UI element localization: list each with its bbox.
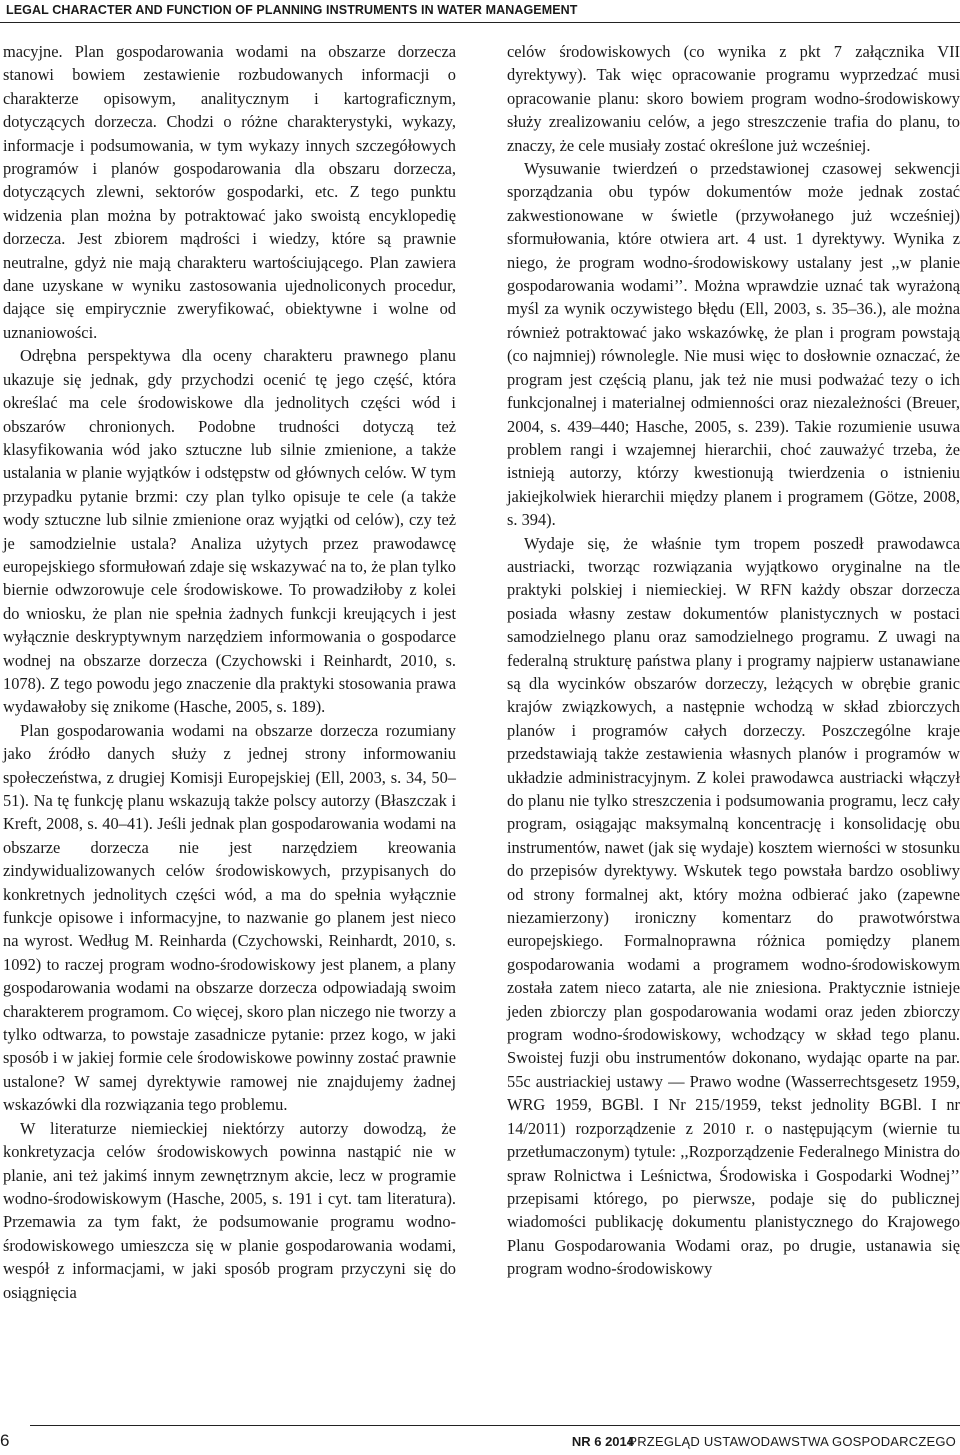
paragraph: W literaturze niemieckiej niektórzy autorzy dowodzą, że konkretyzacja celów środowiskowych powinna nastąpić nie w planie, ani też jakimś innym zewnętrznym akcie, lecz w programie wodno-środowiskowym (Hasche, 2005, s. 191 i cyt. tam literatura). Przemawia za tym fakt, że podsumowanie programu wodno-środowiskowego umieszcza się w planie gospodarowania wodami, wespół z informacjami, w jaki sposób program przyczyni się do osiągnięcia — [3, 1118, 456, 1302]
right-column — [507, 40, 960, 1281]
paragraph: Odrębna perspektywa dla oceny charakteru prawnego planu ukazuje się jednak, gdy przychodzi ocenić tę jego część, która określać ma cele środowiskowe dla jednolitych części wód i obszarów chronionych. Podobne trudności dotyczą też klasyfikowania wód jako sztuczne lub silnie zmienione, a także ustalania w planie wyjątków i odstępstw od głównych celów. W tym przypadku pytanie brzmi: czy plan tylko opisuje te cele (a także wody sztuczne lub silnie zmienione oraz wyjątki od celów), czy też je samodzielnie ustala? Analiza użytych przez prawodawcę europejskiego sformułowań zdaje się wskazywać na to, że plan tylko biernie odwzorowuje cele środowiskowe. To prowadziłoby z kolei do wniosku, że plan nie spełnia żadnych funkcji kreujących i jest wyłącznie deskryptywnym narzędziem informowania o gospodarce wodnej na obszarze dorzecza (Czychowski i Reinhardt, 2010, s. 1078). Z tego powodu jego znaczenie dla praktyki stosowania prawa wydawałoby się znikome (Hasche, 2005, s. 189). — [3, 346, 456, 717]
footer-rule — [30, 1425, 960, 1426]
paragraph: macyjne. Plan gospodarowania wodami na obszarze dorzecza stanowi bowiem zestawienie rozbudowanych informacji o charakterze opisowym, analitycznym i kartograficznym, dotyczących dorzecza. Chodzi o różne charakterystyki, wykazy, informacje i podsumowania, w tym wykazy innych szczegółowych programów i planów gospodarowania dla obszaru dorzecza, dotyczących zlewni, sektorów gospodarki, etc. Z tego punktu widzenia plan można by potraktować jako swoistą encyklopedię dorzecza. Jest zbiorem mądrości i wiedzy, które są prawnie neutralne, gdyż nie mają charakteru wartościującego. Plan zawiera dane uzyskane w wyniku zastosowania ujednoliconych procedur, dające się empirycznie zweryfikować, obiektywne i wolne od uznaniowości. — [3, 42, 456, 342]
running-head — [0, 0, 960, 23]
page-footer — [0, 1425, 960, 1455]
left-column — [3, 40, 456, 1304]
paragraph: celów środowiskowych (co wynika z pkt 7 załącznika VII dyrektywy). Tak więc opracowanie programu wyprzedzać musi opracowanie planu: skoro bowiem program wodno-środowiskowy służy zrealizowaniu celów, a jego streszczenie trafia do planu, to znaczy, że cele musiały zostać określone już wcześniej. — [507, 42, 960, 155]
paragraph: Plan gospodarowania wodami na obszarze dorzecza rozumiany jako źródło danych służy z jednej strony informowaniu społeczeństwa, z drugiej Komisji Europejskiej (Ell, 2003, s. 34, 50–51). Na tę funkcję planu wskazują także polscy autorzy (Błaszczak i Kreft, 2008, s. 40–41). Jeśli jednak plan gospodarowania wodami na obszarze dorzecza nie jest narzędziem kreowania zindywidualizowanych celów środowiskowych, przypisanych do konkretnych jednolitych części wód, a ma do spełnia wyłącznie funkcje opisowe i informacyjne, to nazwanie go planem jest nieco na wyrost. Według M. Reinharda (Czychowski, Reinhardt, 2010, s. 1092) to raczej program wodno-środowiskowy jest planem, a plany gospodarowania wodami na obszarze dorzecza odpowiadają swoim charakterem programom. Co więcej, skoro plan niczego nie tworzy a tylko odtwarza, to powstaje zasadnicze pytanie: przez kogo, w jaki sposób i w jakiej formie cele środowiskowe powinny zostać prawnie ustalone? W samej dyrektywie ramowej nie znajdujemy żadnej wskazówki dla rozwiązania tego problemu. — [3, 720, 456, 1115]
issue-label: NR 6 2014 — [571, 1434, 634, 1449]
paragraph: Wysuwanie twierdzeń o przedstawionej czasowej sekwencji sporządzania obu typów dokumentów może jednak zostać zakwestionowane w świetle (przywołanego już wcześniej) sformułowania, które otwiera art. 4 ust. 1 dyrektywy. Wynika z niego, że program wodno-środowiskowy ustalany jest ,,w planie gospodarowania wodami’’. Można wprawdzie uznać tak wyrażoną myśl za wynik oczywistego błędu (Ell, 2003, s. 35–36.), ale można również potraktować jako wskazówkę, że plan i program powstają (co najmniej) równolegle. Nie musi więc to dosłownie oznaczać, że program jest częścią planu, jak też nie musi podważać tezy o ich funkcjonalnej i materialnej odmienności oraz niezależności (Breuer, 2004, s. 439–440; Hasche, 2005, s. 239). Takie rozumienie usuwa problem rangi i wzajemnej hierarchii, choć zauważyć trzeba, że istnieją autorzy, którzy kwestionują twierdzenia o istnieniu jakiejkolwiek hierarchii między planem i programem (Götze, 2008, s. 394). — [507, 159, 960, 530]
running-head-title: LEGAL CHARACTER AND FUNCTION OF PLANNING INSTRUMENTS IN WATER MANAGEMENT — [6, 3, 578, 17]
paragraph: Wydaje się, że właśnie tym tropem poszedł prawodawca austriacki, tworząc rozwiązania wyjątkowo oryginalne na tle praktyki polskiej i niemieckiej. W RFN każdy obszar dorzecza posiada własny zestaw dokumentów planistycznych w postaci samodzielnego planu oraz samodzielnego programu. Z uwagi na federalną strukturę państwa plany i programy najpierw ustanawiane są dla wycinków obszarów dorzeczy, leżących w obrębie granic krajów związkowych, a następnie wchodzą w skład zbiorczych planów i programów całych dorzeczy. Poszczególne kraje przedstawiają także zestawienia własnych planów i programów w układzie administracyjnym. Z kolei prawodawca austriacki włączył do planu nie tylko streszczenia i podsumowania programu, lecz cały program, osiągając maksymalną koncentrację i konsolidację obu instrumentów, nawet (jak się wydaje) kosztem wierności w stosunku do przepisów dyrektywy. Wskutek tego powstała bardzo osobliwy od strony formalnej akt, który można odbierać jako (zapewne niezamierzony) ironiczny komentarz do prawotwórstwa europejskiego. Formalnoprawna różnica pomiędzy planem gospodarowania wodami a programem wodno-środowiskowym została zatem nieco zatarta, ale nie zniesiona. Praktycznie istnieje jeden zbiorczy plan gospodarowania wodami oraz jeden zbiorczy program wodno-środowiskowy, wchodzący w skład tego planu. Swoistej fuzji obu instrumentów dokonano, wydając oparte na par. 55c austriackiej ustawy — Prawo wodne (Wasserrechtsgesetz 1959, WRG 1959, BGBl. I Nr 215/1959, tekst jednolity BGBl. I nr 14/2011) rozporządzenie z 2010 r. o następującym (wiernie tu przetłumaczonym) tytule: ,,Rozporządzenie Federalnego Ministra do spraw Rolnictwa i Leśnictwa, Środowiska i Gospodarki Wodnej’’ przepisami którego, po pierwsze, podaje się do publicznej wiadomości publikację dokumentu planistycznego do Krajowego Planu Gospodarowania Wodami oraz, po drugie, ustanawia się program wodno-środowiskowy — [507, 533, 960, 1279]
page-number: 6 — [0, 1431, 10, 1450]
journal-title: PRZEGLĄD USTAWODAWSTWA GOSPODARCZEGO — [628, 1434, 956, 1449]
